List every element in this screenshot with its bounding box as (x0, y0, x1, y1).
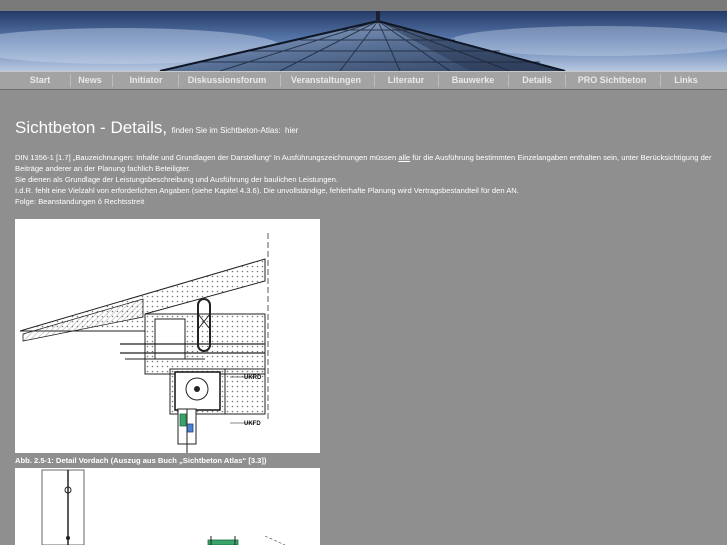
nav-item-details[interactable]: Details (522, 75, 552, 85)
nav-item-literatur[interactable]: Literatur (387, 75, 425, 85)
page-title: Sichtbeton - Details, (15, 118, 168, 137)
title-row (15, 118, 723, 138)
paragraph-line (15, 152, 723, 163)
nav-separator (178, 74, 179, 87)
level-label-ukfd: UKFD (244, 421, 261, 427)
detail-drawing-vordach (15, 219, 320, 453)
nav-separator (280, 74, 281, 87)
figure-caption: Abb. 2.5-1: Detail Vordach (Auszug aus Buch „Sichtbeton Atlas“ [3.3]) (15, 456, 267, 465)
paragraph-line: Sie dienen als Grundlage der Leistungsbeschreibung und Ausführung der baulichen Leistungen. (15, 175, 338, 184)
paragraph-text: für die Ausführung bestimmten Einzelangaben enthalten sein, unter Berücksichtigung der (410, 153, 712, 162)
atlas-link[interactable]: hier (285, 126, 299, 135)
paragraph-line: I.d.R. fehlt eine Vielzahl von erforderlichen Angaben (siehe Kapitel 4.3.6). Die unvollständige, fehlerhafte Planung wird Vertragsbestandteil für den AN. (15, 186, 519, 195)
header-banner (0, 11, 727, 71)
nav-separator (70, 74, 71, 87)
nav-item-veranstaltungen[interactable]: Veranstaltungen (290, 75, 362, 85)
nav-item-bauwerke[interactable]: Bauwerke (451, 75, 495, 85)
paragraph-line: Folge: Beanstandungen ô Rechtsstreit (15, 197, 145, 206)
nav-separator (374, 74, 375, 87)
emphasis-text: alle (398, 153, 411, 162)
detail-drawing-second (15, 468, 320, 545)
nav-separator (508, 74, 509, 87)
top-strip (0, 0, 727, 11)
nav-separator (660, 74, 661, 87)
nav-item-pro-sichtbeton[interactable]: PRO Sichtbeton (577, 75, 647, 85)
nav-item-initiator[interactable]: Initiator (129, 75, 163, 85)
paragraph-text: DIN 1356-1 [1.7] „Bauzeichnungen: Inhalte und Grundlagen der Darstellung“ In Ausführungszeichnungen müssen (15, 153, 399, 162)
nav-separator (438, 74, 439, 87)
subtitle-text: finden Sie im Sichtbeton-Atlas: (171, 126, 281, 135)
nav-item-start[interactable]: Start (29, 75, 51, 85)
nav-item-news[interactable]: News (78, 75, 102, 85)
technical-drawing-2 (15, 468, 320, 545)
nav-item-links[interactable]: Links (674, 75, 698, 85)
technical-drawing (15, 219, 320, 453)
nav-separator (112, 74, 113, 87)
level-label-ukrd: UKRD (244, 375, 262, 381)
paragraph-line: Beiträge anderer an der Planung fachlich Beteiligter. (15, 164, 191, 173)
nav-separator (565, 74, 566, 87)
glass-roof-image (0, 11, 727, 71)
intro-paragraph (15, 152, 723, 207)
main-navigation (0, 71, 727, 90)
nav-item-diskussionsforum[interactable]: Diskussionsforum (187, 75, 267, 85)
main-content (15, 118, 723, 207)
